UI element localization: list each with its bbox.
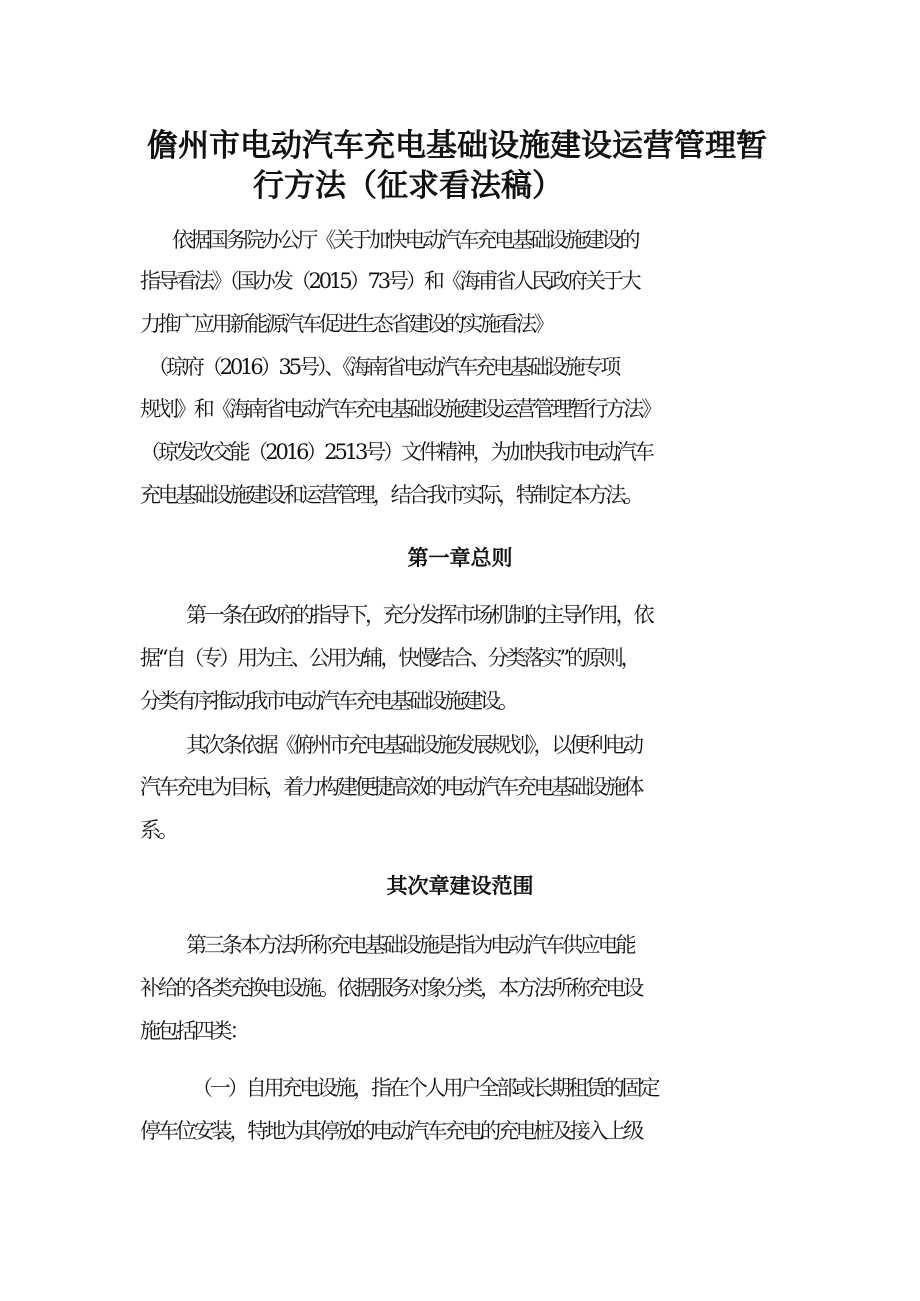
document-title-line-2: 行方法（征求看法稿） — [253, 168, 563, 204]
preamble-line: （琼发改交能（2016）2513号）文件精神，为加快我市电动汽车 — [140, 440, 652, 464]
article-1-line: 分类有序推动我市电动汽车充电基础设施建设。 — [140, 689, 516, 713]
preamble-line: 充电基础设施建设和运营管理，结合我市实际，特制定本方法。 — [140, 483, 642, 507]
article-2-line: 汽车充电为目标，着力构建便捷高效的电动汽车充电基础设施体 — [140, 775, 642, 799]
article-3-line: 施包括四类： — [140, 1019, 248, 1043]
article-1-line: 据“自（专）用为主、公用为辅，快慢结合、分类落实”的原则， — [140, 646, 639, 670]
chapter-2-heading: 其次章建设范围 — [386, 874, 534, 898]
preamble-line: 力推广应用新能源汽车促进生态省建设的实施看法》 — [140, 312, 552, 336]
article-1-line: 第一条在政府的指导下，充分发挥市场机制的主导作用，依 — [186, 603, 652, 627]
preamble-line: 规划》和《海南省电动汽车充电基础设施建设运营管理暂行方法》 — [140, 397, 660, 421]
chapter-1-heading: 第一章总则 — [407, 546, 513, 570]
document-title-line-1: 儋州市电动汽车充电基础设施建设运营管理暂 — [147, 128, 767, 164]
preamble-line: （琼府（2016）35号）、《海南省电动汽车充电基础设施专项 — [148, 355, 619, 379]
article-2-line: 其次条依据《俯州市充电基础设施发展规划》，以便利电动 — [186, 733, 641, 757]
item-1-line: （一）自用充电设施，指在个人用户全部或长期租赁的固定 — [192, 1076, 658, 1100]
item-1-line: 停车位安装，特地为其停放的电动汽车充电的充电桩及接入上级 — [140, 1119, 642, 1143]
preamble-line: 依据国务院办公厅《关于加快电动汽车充电基础设施建设的 — [172, 228, 638, 252]
preamble-line: 指导看法》（国办发（2015）73号）和《海甫省人民政府关于大 — [140, 269, 639, 293]
article-3-line: 第三条本方法所称充电基础设施是指为电动汽车供应电能 — [186, 933, 634, 957]
article-3-line: 补给的各类充换电设施。依据服务对象分类，本方法所称充电设 — [140, 976, 642, 1000]
article-2-line: 系。 — [140, 818, 176, 842]
